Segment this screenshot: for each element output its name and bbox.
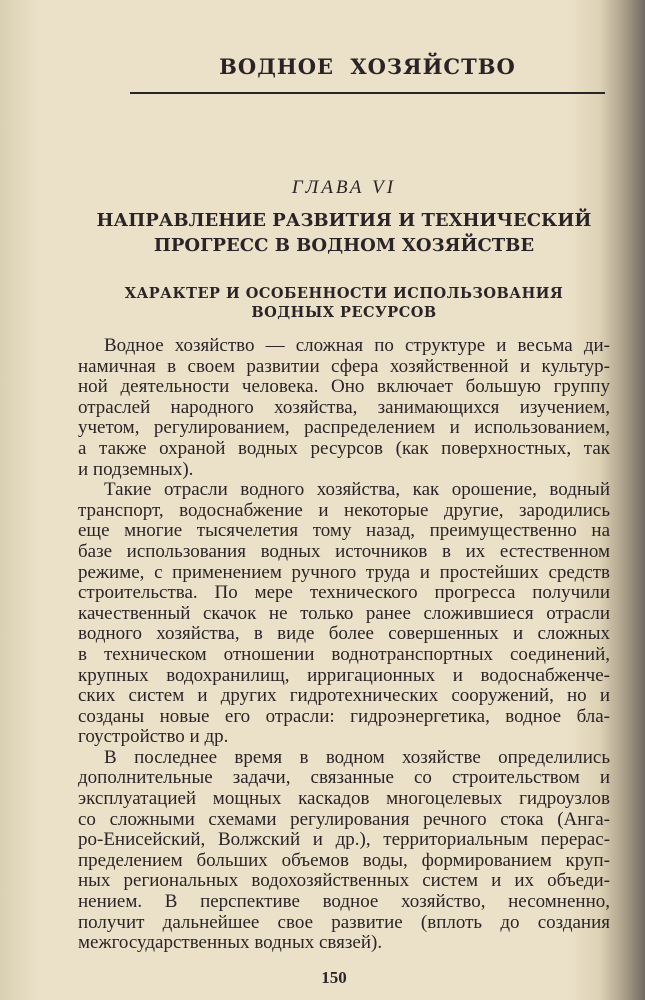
text-line: созданы новые его отрасли: гидроэнергетика, водное бла-	[78, 705, 610, 727]
header-rule	[130, 92, 605, 94]
section-title-line: ХАРАКТЕР И ОСОБЕННОСТИ ИСПОЛЬЗОВАНИЯ	[124, 285, 564, 302]
text-line: со сложными схемами регулирования речного стока (Анга-	[78, 808, 610, 830]
text-line: в техническом отношении воднотранспортных соединений,	[78, 643, 610, 665]
text-line: ро-Енисейский, Волжский и др.), территориальным перерас-	[78, 829, 610, 851]
text-line: строительства. По мере технического прогресса получили	[78, 582, 610, 604]
text-line: водного хозяйства, в виде более совершенных и сложных	[78, 623, 610, 645]
text-line: режиме, с применением ручного труда и простейших средств	[78, 561, 610, 583]
text-line: Водное хозяйство — сложная по структуре и весьма ди-	[104, 335, 610, 356]
body-text	[74, 336, 614, 954]
text-line: и подземных).	[78, 458, 194, 480]
chapter-title-line: НАПРАВЛЕНИЕ РАЗВИТИЯ И ТЕХНИЧЕСКИЙ	[96, 210, 592, 231]
chapter-title	[74, 208, 614, 258]
paragraph	[78, 480, 610, 748]
text-line: нением. В перспективе водное хозяйство, несомненно,	[78, 891, 610, 913]
text-line: пределением больших объемов воды, формированием круп-	[78, 849, 610, 871]
text-line: дополнительные задачи, связанные со строительством и	[78, 767, 610, 789]
page-number: 150	[321, 967, 347, 987]
chapter-label: ГЛАВА VI	[291, 177, 397, 198]
text-line: ских систем и других гидротехнических сооружений, но и	[78, 685, 610, 707]
section-title-line: ВОДНЫХ РЕСУРСОВ	[251, 304, 437, 321]
text-line: крупных водохранилищ, ирригационных и водоснабженче-	[78, 664, 610, 686]
text-line: ной деятельности человека. Оно включает большую группу	[78, 376, 610, 398]
text-line: еще многие тысячелетия тому назад, преимущественно на	[78, 520, 610, 542]
section-title	[74, 284, 614, 322]
text-line: учетом, регулированием, распределением и использованием,	[78, 417, 610, 439]
text-line: транспорт, водоснабжение и некоторые другие, зародились	[78, 499, 610, 521]
text-line: эксплуатацией мощных каскадов многоцелевых гидроузлов	[78, 788, 610, 810]
paragraph	[78, 336, 610, 480]
text-line: отраслей народного хозяйства, занимающихся изучением,	[78, 396, 610, 418]
chapter-title-line: ПРОГРЕСС В ВОДНОМ ХОЗЯЙСТВЕ	[153, 235, 535, 256]
text-line: ных региональных водохозяйственных систем и их объеди-	[78, 870, 610, 892]
paragraph	[78, 748, 610, 954]
running-head: ВОДНОЕ ХОЗЯЙСТВО	[219, 54, 516, 79]
text-line: а также охраной водных ресурсов (как поверхностных, так	[78, 437, 610, 459]
text-line: межгосударственных водных связей).	[78, 932, 383, 954]
page-content	[74, 176, 614, 988]
text-line: В последнее время в водном хозяйстве определились	[104, 746, 610, 768]
text-line: гоустройство и др.	[78, 726, 229, 748]
text-line: базе использования водных источников в их естественном	[78, 540, 610, 562]
text-line: Такие отрасли водного хозяйства, как орошение, водный	[104, 479, 610, 501]
text-line: качественный скачок не только ранее сложившиеся отрасли	[78, 602, 610, 624]
text-line: получит дальнейшее свое развитие (вплоть до создания	[78, 911, 610, 933]
text-line: намичная в своем развитии сфера хозяйственной и культур-	[78, 355, 610, 377]
